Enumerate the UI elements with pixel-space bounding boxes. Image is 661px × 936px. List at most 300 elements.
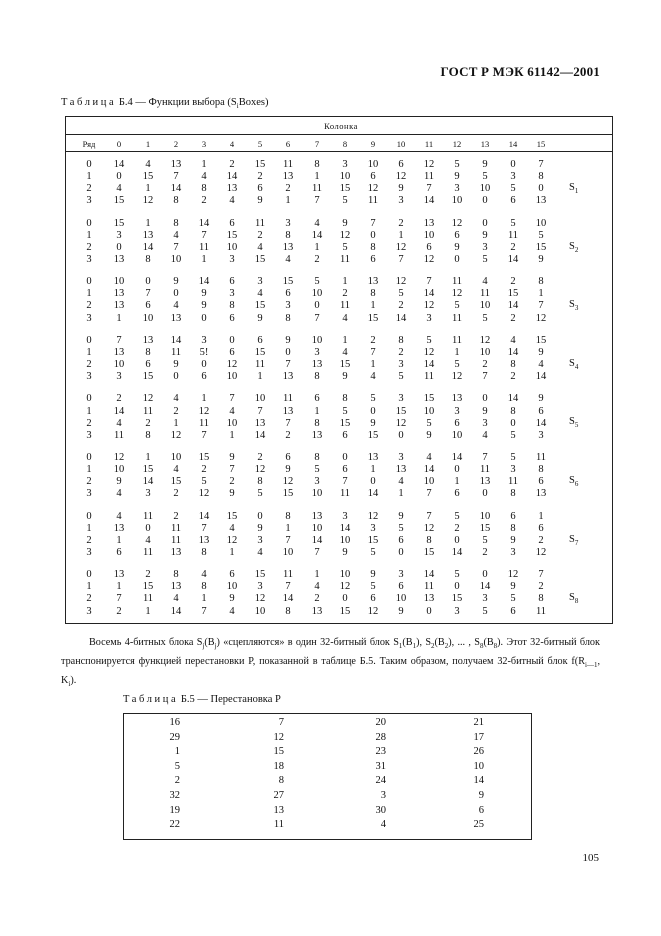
sbox-value: 15: [339, 183, 351, 195]
permutation-value: 29: [169, 731, 180, 743]
sbox-value: 1: [201, 253, 207, 265]
sbox-value: 13: [282, 405, 294, 417]
column-header: 9: [370, 139, 376, 149]
sbox-value: 15: [142, 464, 154, 476]
sbox-value: 2: [510, 312, 516, 324]
sbox-value: 0: [454, 534, 460, 546]
sbox-value: 9: [229, 488, 235, 500]
sbox-value: 3: [116, 229, 122, 241]
paragraph-subscript: i—1: [585, 661, 598, 670]
sbox-value: 1: [398, 488, 404, 500]
sbox-value: 9: [482, 229, 488, 241]
sbox-value: 9: [285, 464, 291, 476]
sbox-value: 9: [370, 569, 376, 581]
sbox-value: 2: [173, 510, 179, 522]
sbox-value: 5: [398, 371, 404, 383]
sbox-value: 14: [507, 393, 519, 405]
sbox-value: 0: [538, 183, 544, 195]
sbox-value: 15: [535, 241, 547, 253]
sbox-value: 13: [423, 217, 435, 229]
sbox-value: 8: [145, 346, 151, 358]
sbox-value: 0: [398, 429, 404, 441]
sbox-value: 3: [482, 241, 488, 253]
sbox-value: 13: [198, 534, 210, 546]
sbox-value: 5: [538, 229, 544, 241]
sbox-value: 0: [510, 159, 516, 170]
sbox-value: 11: [142, 510, 154, 522]
caption-prefix: Таблица: [123, 694, 179, 705]
sbox-value: 13: [451, 393, 463, 405]
sbox-value: 14: [142, 476, 154, 488]
sbox-value: 9: [538, 393, 544, 405]
sbox-value: 5: [510, 217, 516, 229]
sbox-value: 13: [113, 569, 125, 581]
sbox-value: 8: [314, 417, 320, 429]
sbox-value: 13: [142, 229, 154, 241]
paragraph-text: ), S: [416, 637, 431, 648]
sbox-value: 1: [370, 359, 376, 370]
sbox-value: 11: [451, 276, 463, 288]
sbox-value: 9: [201, 288, 207, 300]
sbox-label-letter: S: [569, 475, 575, 486]
permutation-value: 9: [478, 790, 484, 801]
permutation-value: 13: [273, 804, 284, 816]
row-index: 3: [86, 429, 92, 441]
sbox-value: 13: [282, 171, 294, 183]
sbox-value: 14: [423, 288, 435, 300]
sbox-value: 3: [314, 476, 320, 488]
sbox-label-letter: S: [569, 299, 575, 311]
sbox-value: 14: [254, 429, 266, 441]
sbox-value: 7: [229, 393, 235, 405]
row-index: 2: [86, 241, 92, 253]
sbox-value: 3: [454, 405, 460, 417]
sbox-value: 8: [510, 488, 516, 500]
sbox-value: 5: [426, 334, 432, 346]
sbox-value: 3: [398, 195, 404, 207]
sbox-value: 5: [398, 288, 404, 300]
sbox-value: 4: [370, 371, 376, 383]
sbox-value: 13: [395, 464, 407, 476]
sbox-value: 13: [142, 334, 154, 346]
header-divider: [66, 151, 612, 152]
sbox-value: 4: [201, 171, 207, 183]
sbox-value: 7: [426, 276, 432, 288]
sbox-value: 12: [395, 276, 407, 288]
sbox-value: 6: [257, 334, 263, 346]
sbox-value: 1: [229, 429, 235, 441]
column-header: 10: [396, 139, 406, 149]
sbox-value: 6: [370, 593, 376, 605]
row-index: 3: [86, 312, 92, 324]
sbox-value: 11: [170, 534, 182, 546]
sbox-value: 5: [510, 429, 516, 441]
sbox-value: 14: [113, 405, 125, 417]
sbox-value: 8: [201, 581, 207, 593]
sbox-value: 10: [339, 171, 351, 183]
paragraph-subscript: j: [202, 642, 205, 651]
sbox-value: 8: [426, 534, 432, 546]
sbox-value: 9: [398, 510, 404, 522]
sbox-value: 13: [479, 476, 491, 488]
sbox-value: 4: [229, 195, 235, 207]
sbox-value: 12: [395, 241, 407, 253]
sbox-value: 10: [423, 476, 435, 488]
sbox-value: 10: [535, 217, 547, 229]
sbox-value: 11: [507, 476, 519, 488]
sbox-value: 1: [229, 546, 235, 558]
sbox-value: 7: [173, 171, 179, 183]
sbox-value: 0: [454, 253, 460, 265]
sbox-value: 6: [454, 229, 460, 241]
table-b4-sboxes: [65, 116, 613, 624]
row-index: 1: [86, 171, 92, 183]
sbox-value: 12: [367, 605, 379, 617]
sbox-value: 14: [226, 171, 238, 183]
sbox-value: 7: [201, 605, 207, 617]
sbox-value: 7: [201, 522, 207, 534]
sbox-value: 9: [116, 476, 122, 488]
sbox-value: 12: [451, 217, 463, 229]
sbox-value: 12: [535, 546, 547, 558]
sbox-value: 6: [454, 417, 460, 429]
page-number: 105: [582, 852, 599, 864]
sbox-value: 15: [507, 288, 519, 300]
sbox-value: 4: [342, 346, 348, 358]
sbox-value: 4: [173, 393, 179, 405]
row-index: 3: [86, 546, 92, 558]
sbox-value: 6: [538, 476, 544, 488]
row-index: 2: [86, 417, 92, 429]
sbox-value: 4: [285, 253, 291, 265]
sbox-value: 0: [285, 346, 291, 358]
sbox-value: 11: [170, 522, 182, 534]
sbox-value: 14: [423, 569, 435, 581]
sbox-value: 0: [173, 371, 179, 383]
sbox-label-letter: S: [569, 416, 575, 428]
sbox-value: 12: [226, 534, 238, 546]
sbox-value: 6: [510, 605, 516, 617]
row-index: 0: [86, 452, 92, 463]
sbox-value: 1: [116, 534, 122, 546]
sbox-value: 0: [370, 476, 376, 488]
sbox-value: 4: [145, 534, 151, 546]
permutation-value: 1: [174, 746, 180, 758]
sbox-value: 8: [173, 195, 179, 207]
sbox-label-index: 7: [574, 538, 579, 547]
table-b5-permutation: [123, 713, 532, 840]
sbox-value: 7: [426, 183, 432, 195]
sbox-value: 9: [538, 346, 544, 358]
sbox-value: 2: [229, 159, 235, 170]
column-header: 13: [480, 139, 490, 149]
row-index: 0: [86, 334, 92, 346]
sbox-label-index: 8: [574, 597, 579, 606]
sbox-value: 0: [454, 464, 460, 476]
sbox-value: 4: [510, 334, 516, 346]
sbox-value: 10: [113, 359, 125, 370]
sbox-value: 4: [482, 429, 488, 441]
sbox-value: 2: [285, 183, 291, 195]
sbox-value: 7: [285, 534, 291, 546]
sbox-value: 7: [229, 464, 235, 476]
sbox-value: 3: [314, 346, 320, 358]
sbox-value: 12: [535, 312, 547, 324]
sbox-value: 15: [367, 312, 379, 324]
sbox-value: 13: [282, 241, 294, 253]
sbox-value: 5: [482, 171, 488, 183]
sbox-value: 5: [314, 464, 320, 476]
sbox-value: 4: [314, 217, 320, 229]
permutation-value: 5: [174, 760, 180, 772]
sbox-value: 4: [257, 288, 263, 300]
sbox-value: 7: [482, 371, 488, 383]
paragraph-subscript: 2: [444, 642, 449, 651]
sbox-value: 7: [370, 346, 376, 358]
sbox-value: 10: [311, 288, 323, 300]
sbox-value: 2: [173, 488, 179, 500]
sbox-value: 7: [538, 569, 544, 581]
sbox-value: 5: [482, 253, 488, 265]
sbox-value: 2: [314, 593, 320, 605]
row-index: 0: [86, 510, 92, 522]
sbox-value: 5: [510, 452, 516, 463]
sbox-value: 10: [113, 276, 125, 288]
sbox-value: 8: [285, 510, 291, 522]
sbox-value: 10: [170, 253, 182, 265]
sbox-value: 10: [311, 488, 323, 500]
sbox-value: 3: [229, 288, 235, 300]
sbox-value: 1: [257, 371, 263, 383]
sbox-value: 15: [339, 417, 351, 429]
sbox-value: 6: [398, 159, 404, 170]
sbox-value: 1: [538, 288, 544, 300]
sbox-value: 12: [451, 288, 463, 300]
sbox-value: 4: [229, 522, 235, 534]
sbox-value: 10: [226, 371, 238, 383]
sbox-value: 8: [538, 171, 544, 183]
sbox-label-letter: S: [569, 240, 575, 252]
sbox-value: 6: [454, 488, 460, 500]
paragraph-subscript: j: [214, 642, 217, 651]
sbox-value: 11: [423, 581, 435, 593]
sbox-value: 2: [116, 393, 122, 405]
sbox-value: 8: [398, 334, 404, 346]
column-group-header: Колонка: [324, 121, 358, 131]
permutation-value: 30: [375, 804, 386, 816]
sbox-value: 11: [142, 405, 154, 417]
paragraph-subscript: 1: [398, 642, 403, 651]
sbox-value: 12: [395, 417, 407, 429]
sbox-value: 14: [479, 581, 491, 593]
sbox-value: 12: [282, 476, 294, 488]
column-header: 0: [116, 139, 122, 149]
sbox-value: 14: [339, 522, 351, 534]
sbox-value: 14: [507, 253, 519, 265]
paragraph-subscript: 8: [479, 642, 484, 651]
sbox-value: 2: [342, 288, 348, 300]
sbox-value: 6: [229, 569, 235, 581]
sbox-value: 7: [314, 195, 320, 207]
sbox-value: 1: [145, 605, 151, 617]
permutation-value: 25: [473, 819, 484, 831]
sbox-value: 11: [535, 605, 547, 617]
paragraph-text: Восемь 4-битных блока S: [89, 637, 203, 648]
sbox-value: 11: [113, 429, 125, 441]
permutation-value: 23: [375, 746, 386, 758]
sbox-value: 9: [257, 312, 263, 324]
sbox-value: 3: [398, 359, 404, 370]
sbox-value: 5: [454, 359, 460, 370]
row-index: 1: [86, 288, 92, 300]
sbox-value: 6: [116, 546, 122, 558]
sbox-value: 8: [314, 452, 320, 463]
row-index: 2: [86, 183, 92, 195]
sbox-value: 7: [482, 452, 488, 463]
sbox-value: 1: [285, 522, 291, 534]
sbox-value: 15: [282, 276, 294, 288]
sbox-value: 3: [482, 593, 488, 605]
sbox-value: 2: [229, 476, 235, 488]
sbox-value: 5: [454, 510, 460, 522]
sbox-value: 5: [342, 241, 348, 253]
sbox-value: 4: [173, 593, 179, 605]
permutation-value: 8: [278, 775, 284, 787]
row-index: 2: [86, 476, 92, 488]
sbox-value: 14: [535, 417, 547, 429]
sbox-value: 9: [454, 171, 460, 183]
sbox-value: 0: [510, 417, 516, 429]
sbox-value: 2: [257, 171, 263, 183]
sbox-value: 8: [201, 546, 207, 558]
sbox-value: 0: [482, 393, 488, 405]
sbox-value: 11: [198, 241, 210, 253]
sbox-value: 12: [142, 195, 154, 207]
sbox-value: 1: [342, 334, 348, 346]
sbox-value: 2: [510, 241, 516, 253]
sbox-value: 10: [254, 605, 266, 617]
sbox-value: 15: [142, 171, 154, 183]
sbox-value: 13: [367, 452, 379, 463]
sbox-value: 3: [510, 171, 516, 183]
sbox-label-index: 5: [574, 421, 579, 430]
sbox-value: 4: [257, 241, 263, 253]
sbox-value: 3: [342, 159, 348, 170]
sbox-value: 10: [423, 229, 435, 241]
sbox-value: 13: [311, 359, 323, 370]
sbox-value: 15: [395, 405, 407, 417]
sbox-value: 7: [342, 476, 348, 488]
sbox-value: 10: [451, 195, 463, 207]
sbox-value: 8: [370, 241, 376, 253]
row-index: 3: [86, 371, 92, 383]
sbox-value: 14: [423, 359, 435, 370]
column-header: 14: [508, 139, 518, 149]
sbox-value: 2: [398, 217, 404, 229]
sbox-value: 4: [201, 569, 207, 581]
sbox-value: 0: [426, 605, 432, 617]
sbox-value: 1: [314, 405, 320, 417]
sbox-value: 7: [370, 217, 376, 229]
sbox-value: 1: [454, 476, 460, 488]
sbox-value: 9: [538, 253, 544, 265]
sbox-value: 7: [116, 334, 122, 346]
sbox-value: 14: [198, 276, 210, 288]
sbox-value: 1: [538, 510, 544, 522]
sbox-value: 13: [423, 593, 435, 605]
sbox-value: 11: [479, 464, 491, 476]
sbox-value: 11: [170, 346, 182, 358]
sbox-value: 0: [116, 241, 122, 253]
sbox-value: 2: [370, 334, 376, 346]
row-index: 1: [86, 464, 92, 476]
sbox-label: [569, 358, 578, 371]
sbox-value: 11: [479, 288, 491, 300]
sbox-value: 15: [254, 253, 266, 265]
sbox-value: 13: [254, 417, 266, 429]
sbox-value: 4: [257, 546, 263, 558]
sbox-value: 12: [395, 171, 407, 183]
sbox-value: 5: [482, 534, 488, 546]
sbox-value: 8: [257, 476, 263, 488]
sbox-value: 15: [170, 476, 182, 488]
sbox-value: 3: [426, 312, 432, 324]
sbox-value: 11: [535, 452, 547, 463]
sbox-value: 8: [510, 359, 516, 370]
sbox-value: 1: [116, 312, 122, 324]
sbox-value: 14: [535, 371, 547, 383]
row-index: 0: [86, 159, 92, 170]
sbox-value: 0: [229, 334, 235, 346]
sbox-value: 14: [170, 183, 182, 195]
sbox-value: 13: [535, 488, 547, 500]
sbox-value: 8: [510, 405, 516, 417]
sbox-value: 13: [367, 276, 379, 288]
column-header: 12: [452, 139, 462, 149]
column-header: 11: [424, 139, 434, 149]
sbox-value: 6: [538, 405, 544, 417]
sbox-value: 0: [342, 593, 348, 605]
sbox-value: 6: [229, 312, 235, 324]
sbox-value: 8: [285, 312, 291, 324]
sbox-value: 5: [257, 488, 263, 500]
sbox-value: 1: [454, 346, 460, 358]
sbox-value: 10: [254, 393, 266, 405]
sbox-value: 15: [226, 510, 238, 522]
sbox-value: 13: [170, 159, 182, 170]
sbox-value: 14: [170, 605, 182, 617]
paragraph-text: , K: [61, 656, 600, 687]
sbox-value: 3: [510, 464, 516, 476]
sbox-value: 0: [454, 581, 460, 593]
sbox-value: 0: [398, 546, 404, 558]
permutation-value: 17: [473, 731, 484, 743]
row-index: 2: [86, 300, 92, 312]
sbox-value: 8: [201, 183, 207, 195]
sbox-value: 6: [538, 522, 544, 534]
sbox-value: 11: [367, 195, 379, 207]
sbox-value: 12: [423, 300, 435, 312]
sbox-value: 10: [479, 183, 491, 195]
sbox-value: 4: [229, 605, 235, 617]
sbox-value: 10: [479, 510, 491, 522]
sbox-value: 2: [116, 605, 122, 617]
sbox-value: 9: [229, 593, 235, 605]
sbox-value: 13: [170, 546, 182, 558]
sbox-value: 0: [201, 359, 207, 370]
sbox-value: 9: [482, 159, 488, 170]
sbox-value: 7: [314, 546, 320, 558]
